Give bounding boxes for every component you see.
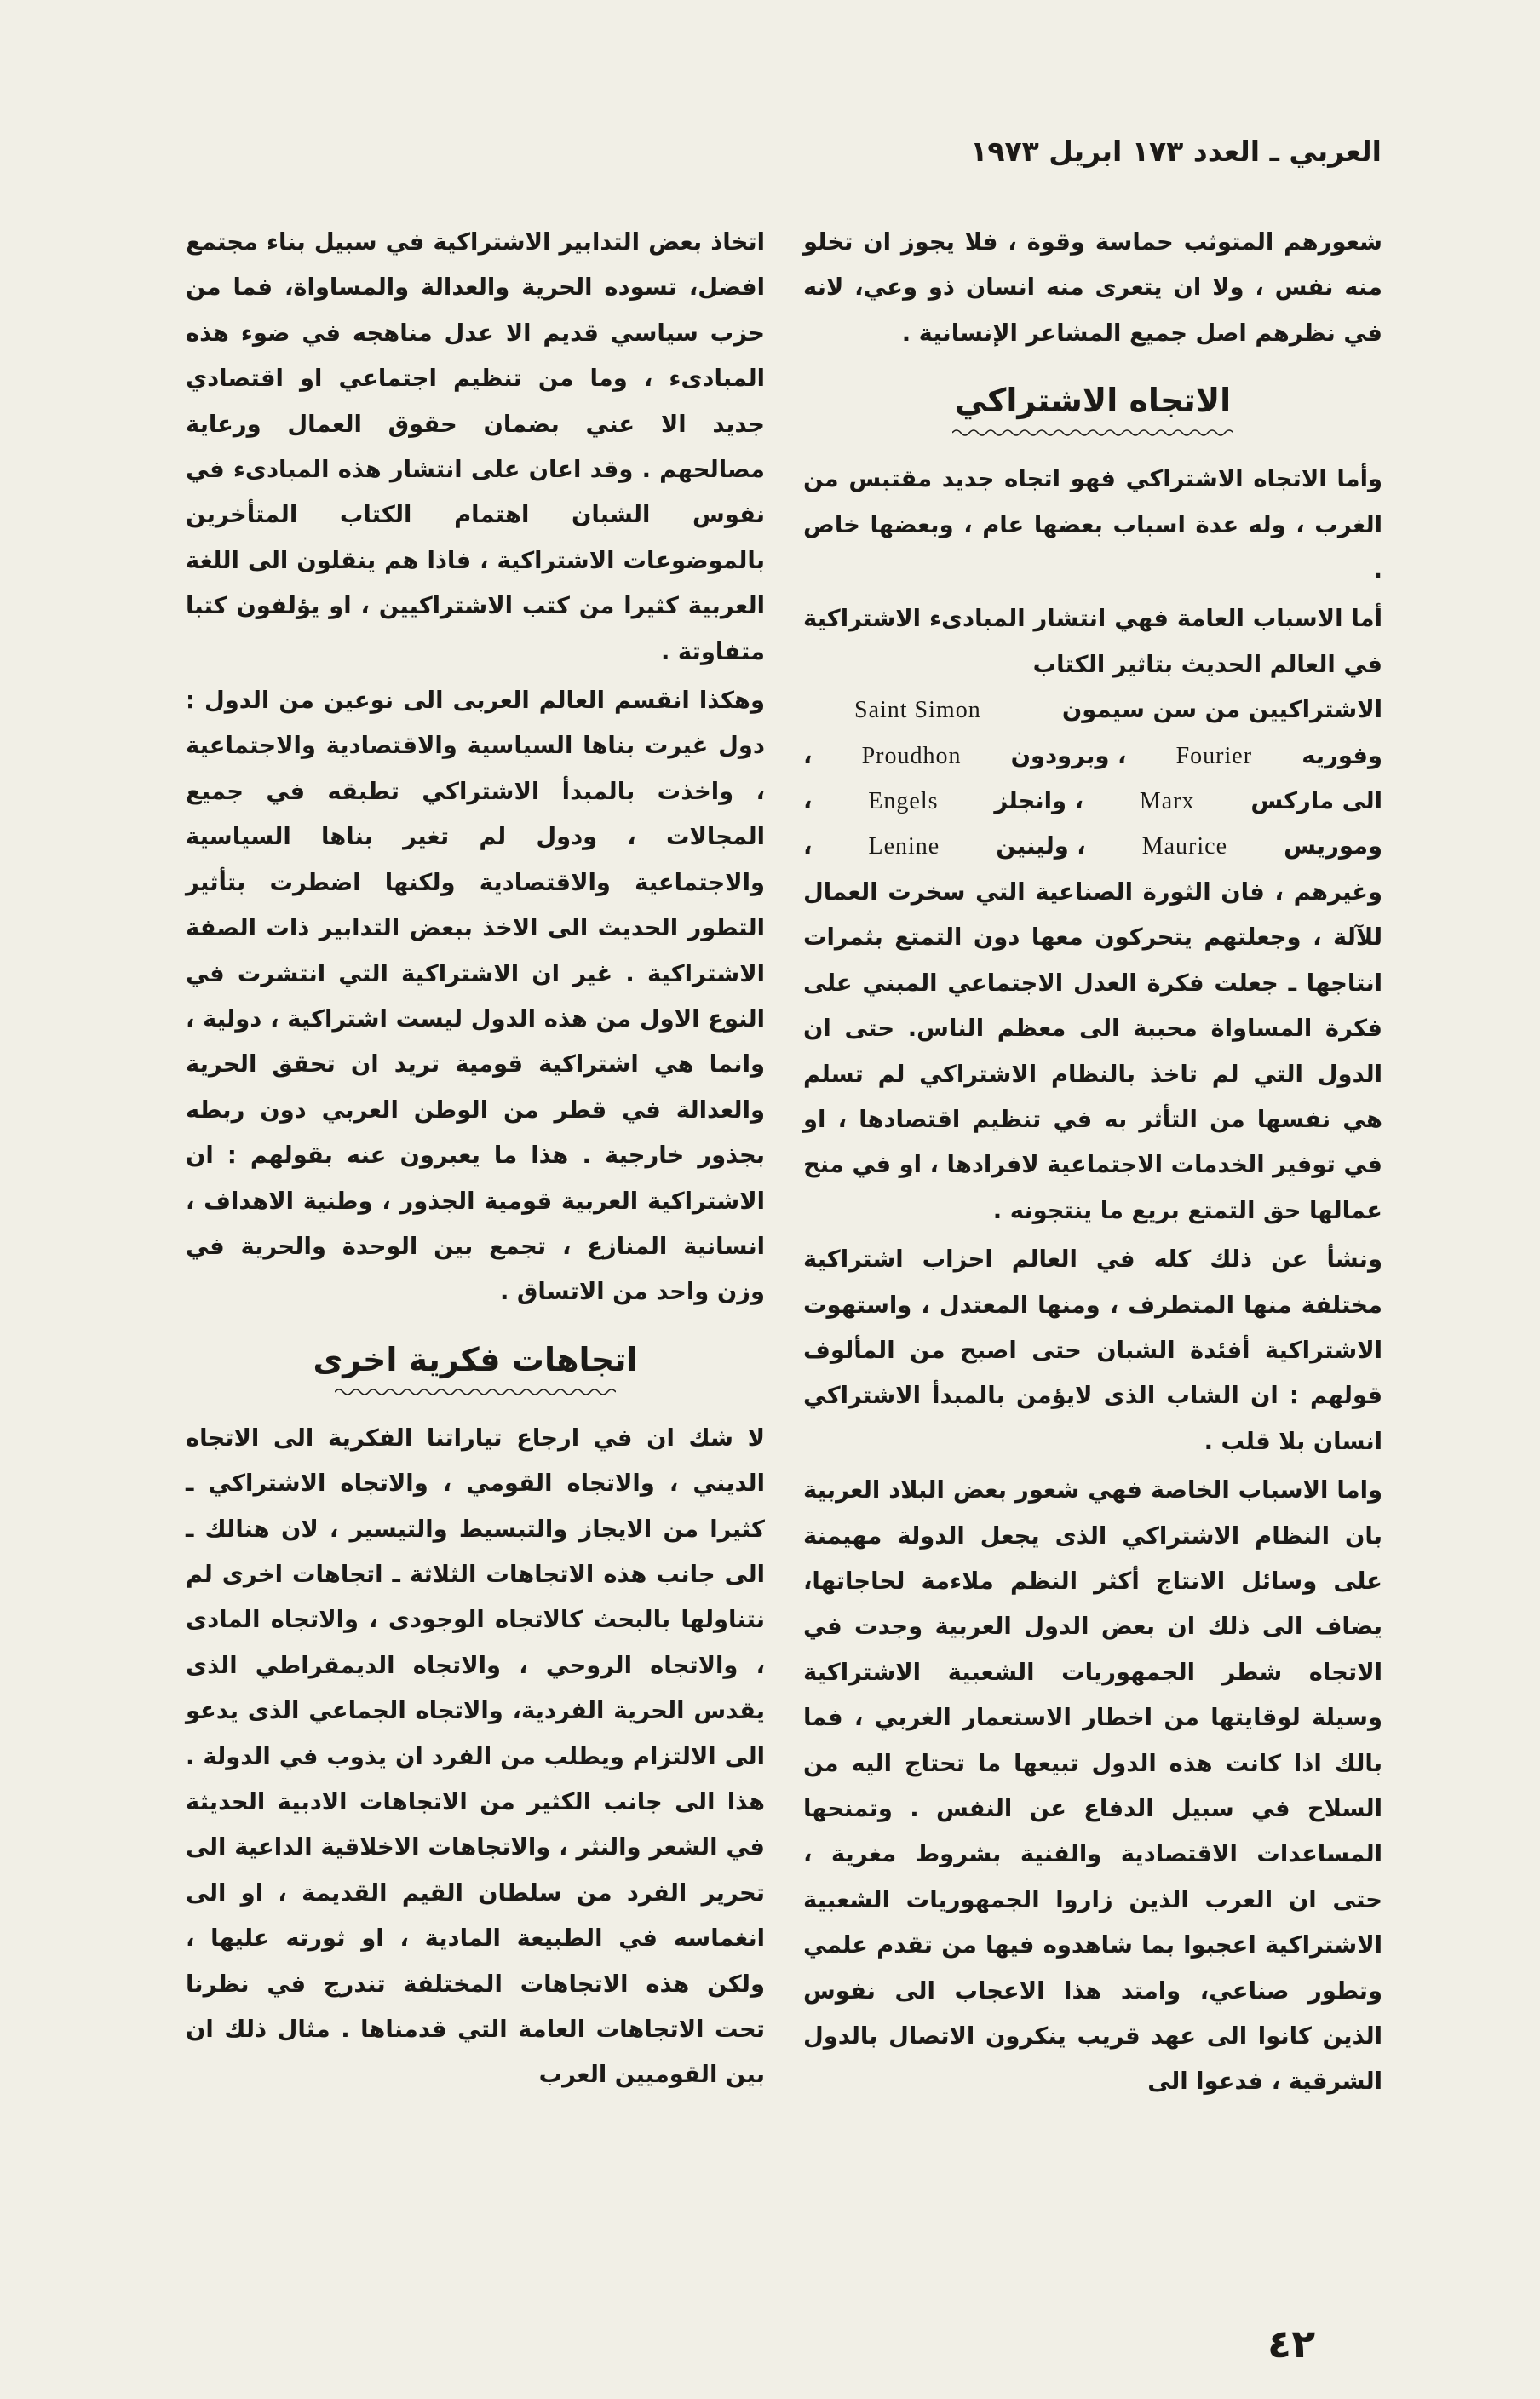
heading-text: الاتجاه الاشتراكي [954,382,1232,420]
running-head: العربي ـ العدد ١٧٣ ابريل ١٩٧٣ [970,135,1382,168]
thinkers-list [803,687,1382,870]
heading-text: اتجاهات فكرية اخرى [313,1340,638,1378]
paragraph-parties: ونشأ عن ذلك كله في العالم احزاب اشتراكية مختلفة منها المتطرف ، ومنها المعتدل ، واستهوت الاشتراكية أفئدة الشبان حتى اصبح من المألوف قولهم : ان الشاب الذى لايؤمن بالمبدأ الاشتراكي انسان بلا قلب . [803,1246,1382,1455]
thinker-arabic: ، ولينين [996,833,1086,860]
thinker-arabic: ، وبرودون [1010,742,1127,769]
wavy-underline-icon [335,1387,616,1397]
thinker-latin: Engels [868,788,939,815]
paragraph-measures: اتخاذ بعض التدابير الاشتراكية في سبيل بناء مجتمع افضل، تسوده الحرية والعدالة والمساواة، فما من حزب سياسي قديم الا عدل مناهجه في ضوء هذه المبادىء ، وما من تنظيم اجتماعي او اقتصادي جديد الا عني بضمان حقوق العمال ورعاية مصالحهم . وقد اعان على انتشار هذه المبادىء في نفوس الشبان اهتمام الكتاب المتأخرين بالموضوعات الاشتراكية ، فاذا هم ينقلون الى اللغة العربية كثيرا من كتب الاشتراكيين ، او يؤلفون كتبا متفاوتة . [186,229,765,665]
paragraph-special-causes: واما الاسباب الخاصة فهي شعور بعض البلاد العربية بان النظام الاشتراكي الذى يجعل الدولة مهيمنة على وسائل الانتاج أكثر النظم ملاءمة لحاجاتها، يضاف الى ذلك ان بعض الدول العربية وجدت في الاتجاه شطر الجمهوريات الشعبية الاشتراكية وسيلة لوقايتها من اخطار الاستعمار الغربي ، فما بالك اذا كانت هذه الدول تبيعها ما تحتاج اليه من السلاح في سبيل الدفاع عن النفس . وتمنحها المساعدات الاقتصادية والفنية بشروط مغرية ، حتى ان العرب الذين زاروا الجمهوريات الشعبية الاشتراكية اعجبوا بما شاهدوه فيها من تقدم علمي وتطور صناعي، وامتد هذا الاعجاب الى نفوس الذين كانوا الى عهد قريب ينكرون الاتصال بالدول الشرقية ، فدعوا الى [803,1477,1382,2096]
section-heading-other-trends [186,1336,765,1397]
thinker-latin: Maurice [1141,833,1228,860]
thinker-arabic: وموريس [1284,833,1382,860]
thinker-arabic: وفوريه [1302,742,1382,769]
page-number: ٤٢ [1267,2321,1316,2367]
thinker-latin: Lenine [868,833,940,860]
section-heading-socialist [803,377,1382,438]
thinker-arabic: الاشتراكيين من سن سيمون [1061,697,1382,724]
paragraph-general-causes-start: أما الاسباب العامة فهي انتشار المبادىء الاشتراكية في العالم الحديث بتاثير الكتاب [803,606,1382,678]
thinker-latin: Saint Simon [854,697,981,724]
thinker-arabic: الى ماركس [1250,788,1382,815]
list-item: الى ماركس Marx ، وانجلز Engels ، [803,779,1382,824]
paragraph-arab-world-split: وهكذا انقسم العالم العربى الى نوعين من الدول : دول غيرت بناها السياسية والاقتصادية والاجتماعية ، واخذت بالمبدأ الاشتراكي تطبقه في جميع المجالات ، ودول لم تغير بناها السياسية والاجتماعية والاقتصادية ولكنها اضطرت بتأثير التطور الحديث الى الاخذ ببعض التدابير ذات الصفة الاشتراكية . غير ان الاشتراكية التي انتشرت في النوع الاول من هذه الدول ليست اشتراكية ، دولية ، وانما هي اشتراكية قومية تريد ان تحقق الحرية والعدالة في قطر من الوطن العربي دون ربطه بجذور خارجية . هذا ما يعبرون عنه بقولهم : ان الاشتراكية العربية قومية الجذور ، وطنية الاهداف ، انسانية المنازع ، تجمع بين الوحدة والحرية في وزن واحد من الاتساق . [186,687,765,1306]
paragraph-socialist-intro: وأما الاتجاه الاشتراكي فهو اتجاه جديد مقتبس من الغرب ، وله عدة اسباب بعضها عام ، وبعضها خاص . [803,466,1382,584]
right-column [803,220,1382,2108]
thinker-latin: Fourier [1175,742,1253,769]
paragraph-general-causes-end: وغيرهم ، فان الثورة الصناعية التي سخرت العمال للآلة ، وجعلتهم يتحركون معها دون التمتع بثمرات انتاجها ـ جعلت فكرة العدل الاجتماعي المبني على فكرة المساواة محببة الى معظم الناس. حتى ان الدول التي لم تاخذ بالنظام الاشتراكي لم تسلم هي نفسها من التأثر به في تنظيم اقتصادها ، او في توفير الخدمات الاجتماعية لافرادها ، او في منح عمالها حق التمتع بريع ما ينتجونه . [803,878,1382,1224]
thinker-latin: Marx [1139,788,1195,815]
thinker-arabic: ، وانجلز [994,788,1083,815]
thinker-latin: Proudhon [861,742,962,769]
list-item: وفوريه Fourier ، وبرودون Proudhon ، [803,734,1382,779]
list-item: وموريس Maurice ، ولينين Lenine ، [803,824,1382,869]
wavy-underline-icon [952,428,1233,438]
left-column [186,220,765,2102]
paragraph-intro: شعورهم المتوثب حماسة وقوة ، فلا يجوز ان تخلو منه نفس ، ولا ان يتعرى منه انسان ذو وعي، لانه في نظرهم اصل جميع المشاعر الإنسانية . [803,229,1382,347]
list-item [803,687,1382,733]
paragraph-other-trends: لا شك ان في ارجاع تياراتنا الفكرية الى الاتجاه الديني ، والاتجاه القومي ، والاتجاه الاشتراكي ـ كثيرا من الايجاز والتبسيط والتيسير ، لان هنالك ـ الى جانب هذه الاتجاهات الثلاثة ـ اتجاهات اخرى لم نتناولها بالبحث كالاتجاه الوجودى ، والاتجاه المادى ، والاتجاه الروحي ، والاتجاه الديمقراطي الذى يقدس الحرية الفردية، والاتجاه الجماعي الذى يدعو الى الالتزام ويطلب من الفرد ان يذوب في الدولة . هذا الى جانب الكثير من الاتجاهات الادبية الحديثة في الشعر والنثر ، والاتجاهات الاخلاقية الداعية الى تحرير الفرد من سلطان القيم القديمة ، او الى انغماسه في الطبيعة المادية ، او ثورته عليها ، ولكن هذه الاتجاهات المختلفة تندرج في نظرنا تحت الاتجاهات العامة التي قدمناها . مثال ذلك ان بين القوميين العرب [186,1424,765,2089]
